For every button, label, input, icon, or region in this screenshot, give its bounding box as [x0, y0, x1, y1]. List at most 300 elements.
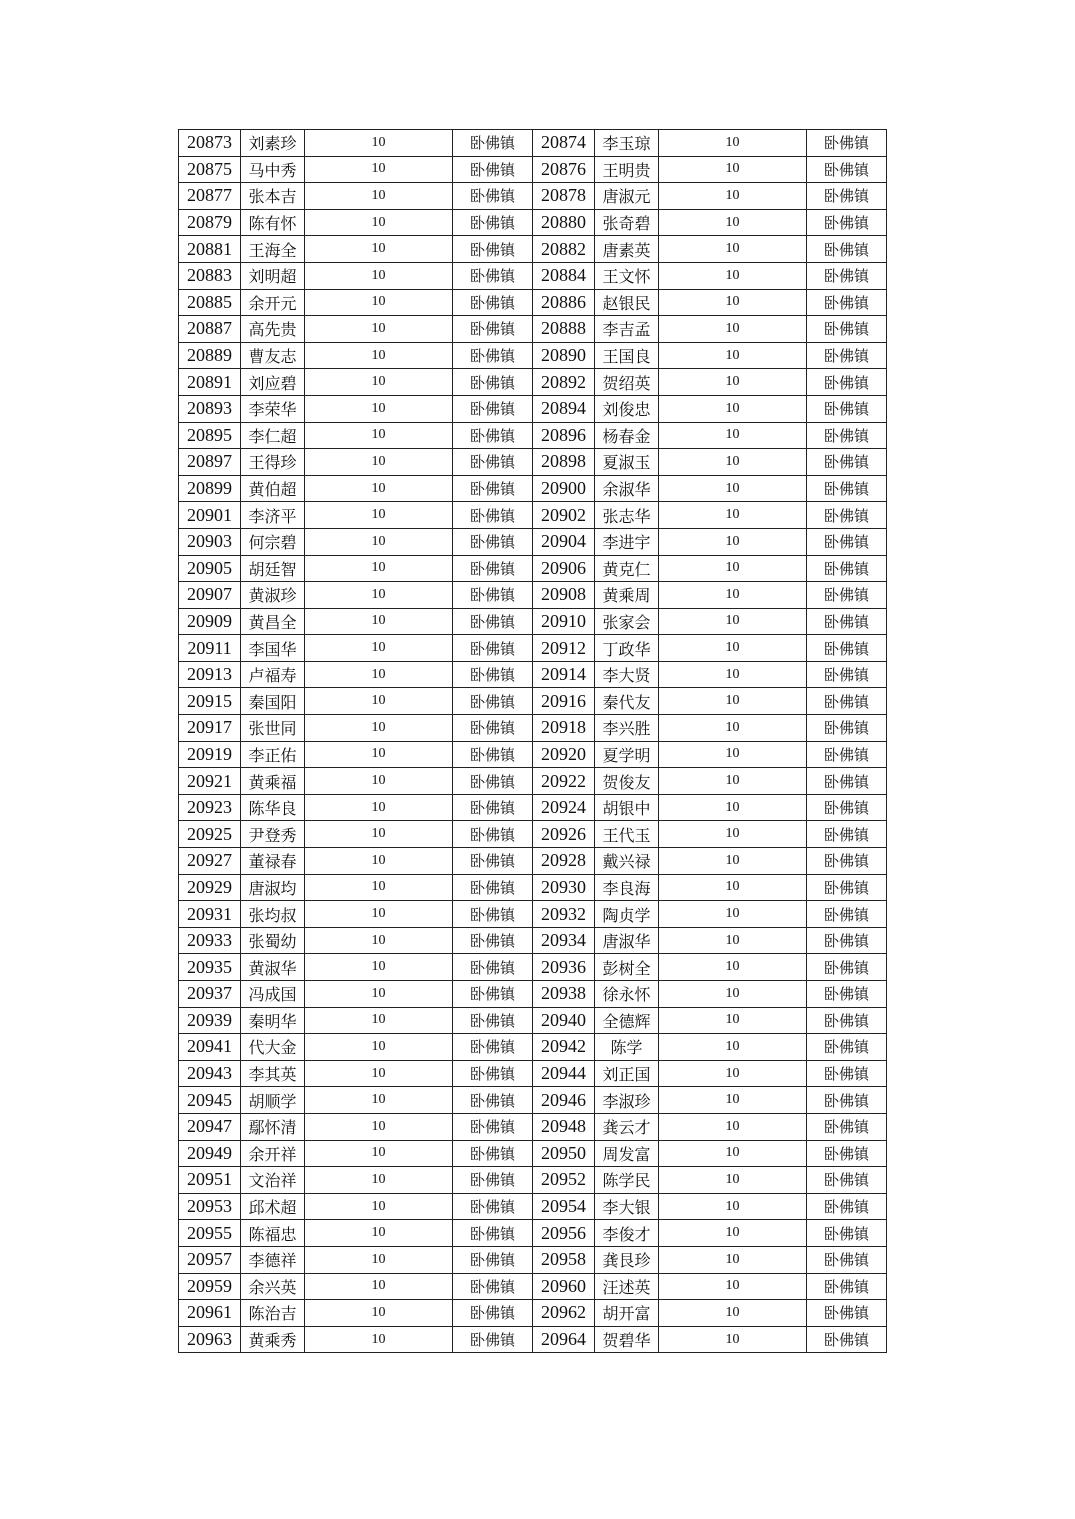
left-person-name-cell: 李仁超	[241, 422, 305, 449]
right-person-name-cell: 贺俊友	[595, 768, 659, 795]
right-person-name-cell: 陈学民	[595, 1167, 659, 1194]
left-person-name-cell: 冯成国	[241, 981, 305, 1008]
right-person-name-cell: 陶贞学	[595, 901, 659, 928]
right-amount-cell: 10	[659, 369, 807, 396]
right-person-name-cell: 王国良	[595, 342, 659, 369]
left-town-name-cell: 卧佛镇	[453, 874, 533, 901]
right-town-name-cell: 卧佛镇	[807, 1326, 887, 1353]
table-row	[179, 342, 887, 369]
right-town-name-cell: 卧佛镇	[807, 874, 887, 901]
table-row	[179, 688, 887, 715]
table-row	[179, 794, 887, 821]
right-person-name-cell: 李淑珍	[595, 1087, 659, 1114]
right-record-id-cell: 20962	[533, 1300, 595, 1327]
right-record-id-cell: 20906	[533, 555, 595, 582]
left-person-name-cell: 张蜀幼	[241, 927, 305, 954]
left-town-name-cell: 卧佛镇	[453, 981, 533, 1008]
right-person-name-cell: 龚云才	[595, 1113, 659, 1140]
right-person-name-cell: 李玉琼	[595, 130, 659, 157]
right-person-name-cell: 王代玉	[595, 821, 659, 848]
right-person-name-cell: 黄克仁	[595, 555, 659, 582]
right-record-id-cell: 20876	[533, 156, 595, 183]
right-town-name-cell: 卧佛镇	[807, 1087, 887, 1114]
left-amount-cell: 10	[305, 608, 453, 635]
right-amount-cell: 10	[659, 715, 807, 742]
left-record-id-cell: 20915	[179, 688, 241, 715]
left-record-id-cell: 20955	[179, 1220, 241, 1247]
table-row	[179, 741, 887, 768]
right-town-name-cell: 卧佛镇	[807, 768, 887, 795]
right-person-name-cell: 贺碧华	[595, 1326, 659, 1353]
left-person-name-cell: 张本吉	[241, 183, 305, 210]
right-record-id-cell: 20930	[533, 874, 595, 901]
right-record-id-cell: 20878	[533, 183, 595, 210]
right-record-id-cell: 20936	[533, 954, 595, 981]
left-amount-cell: 10	[305, 130, 453, 157]
right-town-name-cell: 卧佛镇	[807, 715, 887, 742]
left-amount-cell: 10	[305, 1326, 453, 1353]
table-row	[179, 1140, 887, 1167]
right-amount-cell: 10	[659, 1246, 807, 1273]
right-record-id-cell: 20900	[533, 475, 595, 502]
left-record-id-cell: 20891	[179, 369, 241, 396]
left-record-id-cell: 20921	[179, 768, 241, 795]
left-town-name-cell: 卧佛镇	[453, 289, 533, 316]
table-row	[179, 715, 887, 742]
left-record-id-cell: 20945	[179, 1087, 241, 1114]
left-person-name-cell: 文治祥	[241, 1167, 305, 1194]
right-person-name-cell: 全德辉	[595, 1007, 659, 1034]
left-town-name-cell: 卧佛镇	[453, 1246, 533, 1273]
table-row	[179, 449, 887, 476]
right-amount-cell: 10	[659, 555, 807, 582]
right-person-name-cell: 丁政华	[595, 635, 659, 662]
right-record-id-cell: 20904	[533, 528, 595, 555]
left-record-id-cell: 20913	[179, 661, 241, 688]
left-town-name-cell: 卧佛镇	[453, 927, 533, 954]
right-record-id-cell: 20938	[533, 981, 595, 1008]
left-town-name-cell: 卧佛镇	[453, 1273, 533, 1300]
right-person-name-cell: 刘正国	[595, 1060, 659, 1087]
right-person-name-cell: 陈学	[595, 1034, 659, 1061]
right-person-name-cell: 刘俊忠	[595, 395, 659, 422]
table-row	[179, 502, 887, 529]
table-row	[179, 183, 887, 210]
right-amount-cell: 10	[659, 1060, 807, 1087]
left-person-name-cell: 代大金	[241, 1034, 305, 1061]
left-amount-cell: 10	[305, 342, 453, 369]
right-town-name-cell: 卧佛镇	[807, 449, 887, 476]
right-town-name-cell: 卧佛镇	[807, 316, 887, 343]
left-town-name-cell: 卧佛镇	[453, 1034, 533, 1061]
left-person-name-cell: 曹友志	[241, 342, 305, 369]
left-record-id-cell: 20929	[179, 874, 241, 901]
table-row	[179, 528, 887, 555]
left-town-name-cell: 卧佛镇	[453, 1007, 533, 1034]
left-town-name-cell: 卧佛镇	[453, 395, 533, 422]
left-person-name-cell: 刘明超	[241, 262, 305, 289]
left-person-name-cell: 胡廷智	[241, 555, 305, 582]
left-amount-cell: 10	[305, 262, 453, 289]
right-amount-cell: 10	[659, 316, 807, 343]
right-person-name-cell: 李大银	[595, 1193, 659, 1220]
left-amount-cell: 10	[305, 369, 453, 396]
left-person-name-cell: 刘应碧	[241, 369, 305, 396]
left-town-name-cell: 卧佛镇	[453, 422, 533, 449]
left-record-id-cell: 20935	[179, 954, 241, 981]
left-record-id-cell: 20899	[179, 475, 241, 502]
right-town-name-cell: 卧佛镇	[807, 1300, 887, 1327]
table-row	[179, 289, 887, 316]
left-town-name-cell: 卧佛镇	[453, 954, 533, 981]
right-town-name-cell: 卧佛镇	[807, 661, 887, 688]
left-amount-cell: 10	[305, 236, 453, 263]
left-amount-cell: 10	[305, 1167, 453, 1194]
left-person-name-cell: 王得珍	[241, 449, 305, 476]
left-person-name-cell: 董禄春	[241, 848, 305, 875]
roster-table	[178, 129, 887, 1353]
left-record-id-cell: 20875	[179, 156, 241, 183]
left-record-id-cell: 20943	[179, 1060, 241, 1087]
left-amount-cell: 10	[305, 661, 453, 688]
left-town-name-cell: 卧佛镇	[453, 661, 533, 688]
right-record-id-cell: 20908	[533, 582, 595, 609]
table-row	[179, 927, 887, 954]
right-town-name-cell: 卧佛镇	[807, 422, 887, 449]
left-amount-cell: 10	[305, 422, 453, 449]
left-person-name-cell: 卢福寿	[241, 661, 305, 688]
right-person-name-cell: 张家会	[595, 608, 659, 635]
right-town-name-cell: 卧佛镇	[807, 130, 887, 157]
right-amount-cell: 10	[659, 156, 807, 183]
table-row	[179, 209, 887, 236]
right-town-name-cell: 卧佛镇	[807, 741, 887, 768]
right-record-id-cell: 20882	[533, 236, 595, 263]
left-record-id-cell: 20907	[179, 582, 241, 609]
right-amount-cell: 10	[659, 794, 807, 821]
left-town-name-cell: 卧佛镇	[453, 582, 533, 609]
right-amount-cell: 10	[659, 874, 807, 901]
left-person-name-cell: 黄昌全	[241, 608, 305, 635]
table-row	[179, 555, 887, 582]
left-person-name-cell: 邱术超	[241, 1193, 305, 1220]
right-amount-cell: 10	[659, 262, 807, 289]
right-amount-cell: 10	[659, 848, 807, 875]
table-row	[179, 635, 887, 662]
right-amount-cell: 10	[659, 1326, 807, 1353]
right-person-name-cell: 杨春金	[595, 422, 659, 449]
left-amount-cell: 10	[305, 901, 453, 928]
table-row	[179, 156, 887, 183]
left-record-id-cell: 20881	[179, 236, 241, 263]
left-town-name-cell: 卧佛镇	[453, 608, 533, 635]
left-town-name-cell: 卧佛镇	[453, 342, 533, 369]
right-town-name-cell: 卧佛镇	[807, 183, 887, 210]
right-amount-cell: 10	[659, 768, 807, 795]
right-record-id-cell: 20954	[533, 1193, 595, 1220]
table-row	[179, 848, 887, 875]
table-row	[179, 954, 887, 981]
right-record-id-cell: 20902	[533, 502, 595, 529]
table-row	[179, 422, 887, 449]
right-record-id-cell: 20896	[533, 422, 595, 449]
table-row	[179, 1326, 887, 1353]
left-person-name-cell: 黄伯超	[241, 475, 305, 502]
right-amount-cell: 10	[659, 1113, 807, 1140]
left-person-name-cell: 李其英	[241, 1060, 305, 1087]
table-row	[179, 582, 887, 609]
right-town-name-cell: 卧佛镇	[807, 209, 887, 236]
right-person-name-cell: 李进宇	[595, 528, 659, 555]
left-record-id-cell: 20911	[179, 635, 241, 662]
right-amount-cell: 10	[659, 635, 807, 662]
left-town-name-cell: 卧佛镇	[453, 209, 533, 236]
left-town-name-cell: 卧佛镇	[453, 555, 533, 582]
left-record-id-cell: 20941	[179, 1034, 241, 1061]
right-town-name-cell: 卧佛镇	[807, 1034, 887, 1061]
right-amount-cell: 10	[659, 688, 807, 715]
right-amount-cell: 10	[659, 1167, 807, 1194]
right-town-name-cell: 卧佛镇	[807, 608, 887, 635]
right-record-id-cell: 20890	[533, 342, 595, 369]
right-town-name-cell: 卧佛镇	[807, 1246, 887, 1273]
left-amount-cell: 10	[305, 1007, 453, 1034]
left-amount-cell: 10	[305, 316, 453, 343]
left-amount-cell: 10	[305, 1193, 453, 1220]
right-person-name-cell: 秦代友	[595, 688, 659, 715]
right-amount-cell: 10	[659, 236, 807, 263]
table-row	[179, 316, 887, 343]
right-amount-cell: 10	[659, 475, 807, 502]
left-amount-cell: 10	[305, 794, 453, 821]
left-person-name-cell: 张均叔	[241, 901, 305, 928]
table-row	[179, 1167, 887, 1194]
right-record-id-cell: 20914	[533, 661, 595, 688]
right-person-name-cell: 余淑华	[595, 475, 659, 502]
right-record-id-cell: 20928	[533, 848, 595, 875]
right-person-name-cell: 王明贵	[595, 156, 659, 183]
right-town-name-cell: 卧佛镇	[807, 582, 887, 609]
table-row	[179, 1246, 887, 1273]
right-amount-cell: 10	[659, 1034, 807, 1061]
left-amount-cell: 10	[305, 395, 453, 422]
right-amount-cell: 10	[659, 954, 807, 981]
left-person-name-cell: 陈治吉	[241, 1300, 305, 1327]
left-person-name-cell: 李国华	[241, 635, 305, 662]
left-person-name-cell: 尹登秀	[241, 821, 305, 848]
right-record-id-cell: 20952	[533, 1167, 595, 1194]
left-town-name-cell: 卧佛镇	[453, 821, 533, 848]
right-amount-cell: 10	[659, 1007, 807, 1034]
right-record-id-cell: 20898	[533, 449, 595, 476]
right-record-id-cell: 20944	[533, 1060, 595, 1087]
right-amount-cell: 10	[659, 422, 807, 449]
left-amount-cell: 10	[305, 635, 453, 662]
left-amount-cell: 10	[305, 1246, 453, 1273]
right-town-name-cell: 卧佛镇	[807, 369, 887, 396]
left-record-id-cell: 20887	[179, 316, 241, 343]
table-row	[179, 475, 887, 502]
table-row	[179, 608, 887, 635]
right-person-name-cell: 黄乘周	[595, 582, 659, 609]
table-row	[179, 1034, 887, 1061]
left-record-id-cell: 20925	[179, 821, 241, 848]
left-person-name-cell: 陈福忠	[241, 1220, 305, 1247]
left-town-name-cell: 卧佛镇	[453, 156, 533, 183]
left-town-name-cell: 卧佛镇	[453, 1113, 533, 1140]
left-amount-cell: 10	[305, 874, 453, 901]
left-person-name-cell: 高先贵	[241, 316, 305, 343]
right-record-id-cell: 20884	[533, 262, 595, 289]
left-person-name-cell: 陈华良	[241, 794, 305, 821]
right-town-name-cell: 卧佛镇	[807, 1060, 887, 1087]
right-town-name-cell: 卧佛镇	[807, 342, 887, 369]
right-amount-cell: 10	[659, 901, 807, 928]
right-person-name-cell: 汪述英	[595, 1273, 659, 1300]
right-record-id-cell: 20942	[533, 1034, 595, 1061]
left-person-name-cell: 刘素珍	[241, 130, 305, 157]
table-row	[179, 661, 887, 688]
right-person-name-cell: 李兴胜	[595, 715, 659, 742]
right-amount-cell: 10	[659, 342, 807, 369]
right-town-name-cell: 卧佛镇	[807, 794, 887, 821]
left-record-id-cell: 20951	[179, 1167, 241, 1194]
left-town-name-cell: 卧佛镇	[453, 848, 533, 875]
left-town-name-cell: 卧佛镇	[453, 715, 533, 742]
right-record-id-cell: 20956	[533, 1220, 595, 1247]
table-row	[179, 1273, 887, 1300]
right-amount-cell: 10	[659, 927, 807, 954]
left-town-name-cell: 卧佛镇	[453, 1300, 533, 1327]
left-amount-cell: 10	[305, 156, 453, 183]
right-record-id-cell: 20932	[533, 901, 595, 928]
table-row	[179, 1060, 887, 1087]
left-person-name-cell: 秦明华	[241, 1007, 305, 1034]
table-row	[179, 130, 887, 157]
right-person-name-cell: 周发富	[595, 1140, 659, 1167]
right-town-name-cell: 卧佛镇	[807, 262, 887, 289]
right-person-name-cell: 唐素英	[595, 236, 659, 263]
table-row	[179, 1193, 887, 1220]
right-amount-cell: 10	[659, 1193, 807, 1220]
right-town-name-cell: 卧佛镇	[807, 395, 887, 422]
left-town-name-cell: 卧佛镇	[453, 475, 533, 502]
table-row	[179, 901, 887, 928]
right-record-id-cell: 20918	[533, 715, 595, 742]
right-amount-cell: 10	[659, 1300, 807, 1327]
right-person-name-cell: 赵银民	[595, 289, 659, 316]
right-town-name-cell: 卧佛镇	[807, 1193, 887, 1220]
left-town-name-cell: 卧佛镇	[453, 1193, 533, 1220]
right-amount-cell: 10	[659, 661, 807, 688]
left-amount-cell: 10	[305, 1060, 453, 1087]
left-town-name-cell: 卧佛镇	[453, 316, 533, 343]
right-person-name-cell: 贺绍英	[595, 369, 659, 396]
right-town-name-cell: 卧佛镇	[807, 156, 887, 183]
left-town-name-cell: 卧佛镇	[453, 1326, 533, 1353]
left-person-name-cell: 黄乘福	[241, 768, 305, 795]
left-person-name-cell: 陈有怀	[241, 209, 305, 236]
left-amount-cell: 10	[305, 502, 453, 529]
right-town-name-cell: 卧佛镇	[807, 1007, 887, 1034]
right-amount-cell: 10	[659, 981, 807, 1008]
right-person-name-cell: 李俊才	[595, 1220, 659, 1247]
right-record-id-cell: 20886	[533, 289, 595, 316]
table-row	[179, 1220, 887, 1247]
right-person-name-cell: 张志华	[595, 502, 659, 529]
left-town-name-cell: 卧佛镇	[453, 130, 533, 157]
left-amount-cell: 10	[305, 741, 453, 768]
left-record-id-cell: 20873	[179, 130, 241, 157]
left-person-name-cell: 秦国阳	[241, 688, 305, 715]
left-town-name-cell: 卧佛镇	[453, 688, 533, 715]
right-town-name-cell: 卧佛镇	[807, 981, 887, 1008]
left-record-id-cell: 20963	[179, 1326, 241, 1353]
right-record-id-cell: 20948	[533, 1113, 595, 1140]
left-amount-cell: 10	[305, 715, 453, 742]
left-amount-cell: 10	[305, 289, 453, 316]
left-person-name-cell: 黄乘秀	[241, 1326, 305, 1353]
left-amount-cell: 10	[305, 555, 453, 582]
left-person-name-cell: 张世同	[241, 715, 305, 742]
left-record-id-cell: 20897	[179, 449, 241, 476]
right-town-name-cell: 卧佛镇	[807, 502, 887, 529]
right-town-name-cell: 卧佛镇	[807, 528, 887, 555]
right-amount-cell: 10	[659, 1140, 807, 1167]
right-record-id-cell: 20894	[533, 395, 595, 422]
right-record-id-cell: 20912	[533, 635, 595, 662]
right-record-id-cell: 20958	[533, 1246, 595, 1273]
left-amount-cell: 10	[305, 1087, 453, 1114]
left-person-name-cell: 唐淑均	[241, 874, 305, 901]
left-amount-cell: 10	[305, 475, 453, 502]
left-record-id-cell: 20893	[179, 395, 241, 422]
left-record-id-cell: 20937	[179, 981, 241, 1008]
left-amount-cell: 10	[305, 183, 453, 210]
right-amount-cell: 10	[659, 582, 807, 609]
left-person-name-cell: 李荣华	[241, 395, 305, 422]
right-record-id-cell: 20940	[533, 1007, 595, 1034]
left-record-id-cell: 20961	[179, 1300, 241, 1327]
table-row	[179, 1300, 887, 1327]
table-row	[179, 768, 887, 795]
left-amount-cell: 10	[305, 821, 453, 848]
left-record-id-cell: 20939	[179, 1007, 241, 1034]
right-record-id-cell: 20916	[533, 688, 595, 715]
left-record-id-cell: 20883	[179, 262, 241, 289]
right-town-name-cell: 卧佛镇	[807, 1140, 887, 1167]
left-amount-cell: 10	[305, 1273, 453, 1300]
left-person-name-cell: 胡顺学	[241, 1087, 305, 1114]
left-amount-cell: 10	[305, 1220, 453, 1247]
right-town-name-cell: 卧佛镇	[807, 1167, 887, 1194]
right-record-id-cell: 20924	[533, 794, 595, 821]
right-person-name-cell: 王文怀	[595, 262, 659, 289]
left-record-id-cell: 20889	[179, 342, 241, 369]
left-record-id-cell: 20885	[179, 289, 241, 316]
right-amount-cell: 10	[659, 608, 807, 635]
right-town-name-cell: 卧佛镇	[807, 1113, 887, 1140]
table-row	[179, 1113, 887, 1140]
table-row	[179, 1087, 887, 1114]
left-person-name-cell: 余兴英	[241, 1273, 305, 1300]
right-town-name-cell: 卧佛镇	[807, 848, 887, 875]
table-row	[179, 821, 887, 848]
left-record-id-cell: 20905	[179, 555, 241, 582]
left-record-id-cell: 20909	[179, 608, 241, 635]
right-person-name-cell: 胡开富	[595, 1300, 659, 1327]
left-amount-cell: 10	[305, 981, 453, 1008]
